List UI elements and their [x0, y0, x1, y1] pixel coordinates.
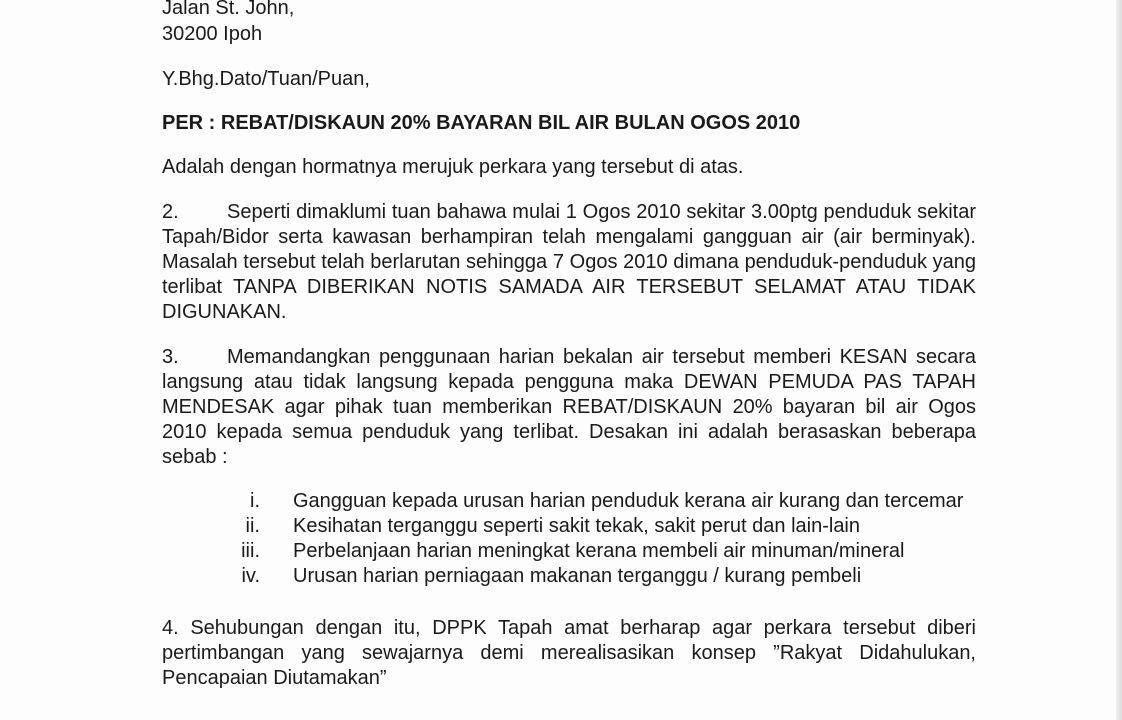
salutation: Y.Bhg.Dato/Tuan/Puan, — [162, 68, 370, 90]
address-postcode-city: 30200 Ipoh — [162, 23, 263, 45]
paragraph-text: Seperti dimaklumi tuan bahawa mulai 1 Ogos 2010 sekitar 3.00ptg penduduk sekitar Tapah/Bidor serta kawasan berhampiran telah mengalami gangguan air (air berminyak). Masalah tersebut telah berlarutan sehingga 7 Ogos 2010 dimana penduduk-penduduk yang terlibat TANPA DIBERIKAN NOTIS SAMADA AIR TERSEBUT SELAMAT ATAU TIDAK DIGUNAKAN. — [162, 201, 976, 323]
reasons-list — [162, 489, 976, 589]
list-numeral: iii. — [241, 540, 260, 562]
address-street: Jalan St. John, — [162, 0, 295, 19]
list-item-text: Perbelanjaan harian meningkat kerana membeli air minuman/mineral — [293, 540, 905, 562]
paragraph-3 — [162, 345, 976, 470]
list-item-text: Kesihatan terganggu seperti sakit tekak, sakit perut dan lain-lain — [293, 515, 861, 537]
paragraph-text: Memandangkan penggunaan harian bekalan air tersebut memberi KESAN secara langsung atau tidak langsung kepada pengguna maka DEWAN PEMUDA PAS TAPAH MENDESAK agar pihak tuan memberikan REBAT/DISKAUN 20% bayaran bil air Ogos 2010 kepada semua penduduk yang terlibat. Desakan ini adalah berasaskan beberapa sebab : — [162, 346, 976, 468]
subject-line: PER : REBAT/DISKAUN 20% BAYARAN BIL AIR BULAN OGOS 2010 — [162, 112, 801, 134]
list-item-text: Gangguan kepada urusan harian penduduk kerana air kurang dan tercemar — [293, 490, 964, 512]
list-item — [162, 514, 976, 539]
list-item — [162, 489, 976, 514]
paragraph-2 — [162, 200, 976, 325]
paragraph-4: 4. Sehubungan dengan itu, DPPK Tapah amat berharap agar perkara tersebut diberi pertimbangan yang sewajarnya demi merealisasikan konsep ”Rakyat Didahulukan, Pencapaian Diutamakan” — [162, 617, 976, 689]
letter-body — [162, 0, 976, 691]
list-item-text: Urusan harian perniagaan makanan terganggu / kurang pembeli — [293, 565, 862, 587]
paragraph-number: 3. — [162, 346, 179, 368]
list-numeral: ii. — [245, 515, 260, 537]
page-edge-shadow — [1116, 0, 1122, 720]
list-numeral: iv. — [241, 565, 260, 587]
recipient-address — [162, 0, 976, 48]
paragraph-number: 2. — [162, 201, 179, 223]
list-item — [162, 564, 976, 589]
list-numeral: i. — [250, 490, 260, 512]
list-item — [162, 539, 976, 564]
intro-paragraph: Adalah dengan hormatnya merujuk perkara yang tersebut di atas. — [162, 156, 744, 178]
